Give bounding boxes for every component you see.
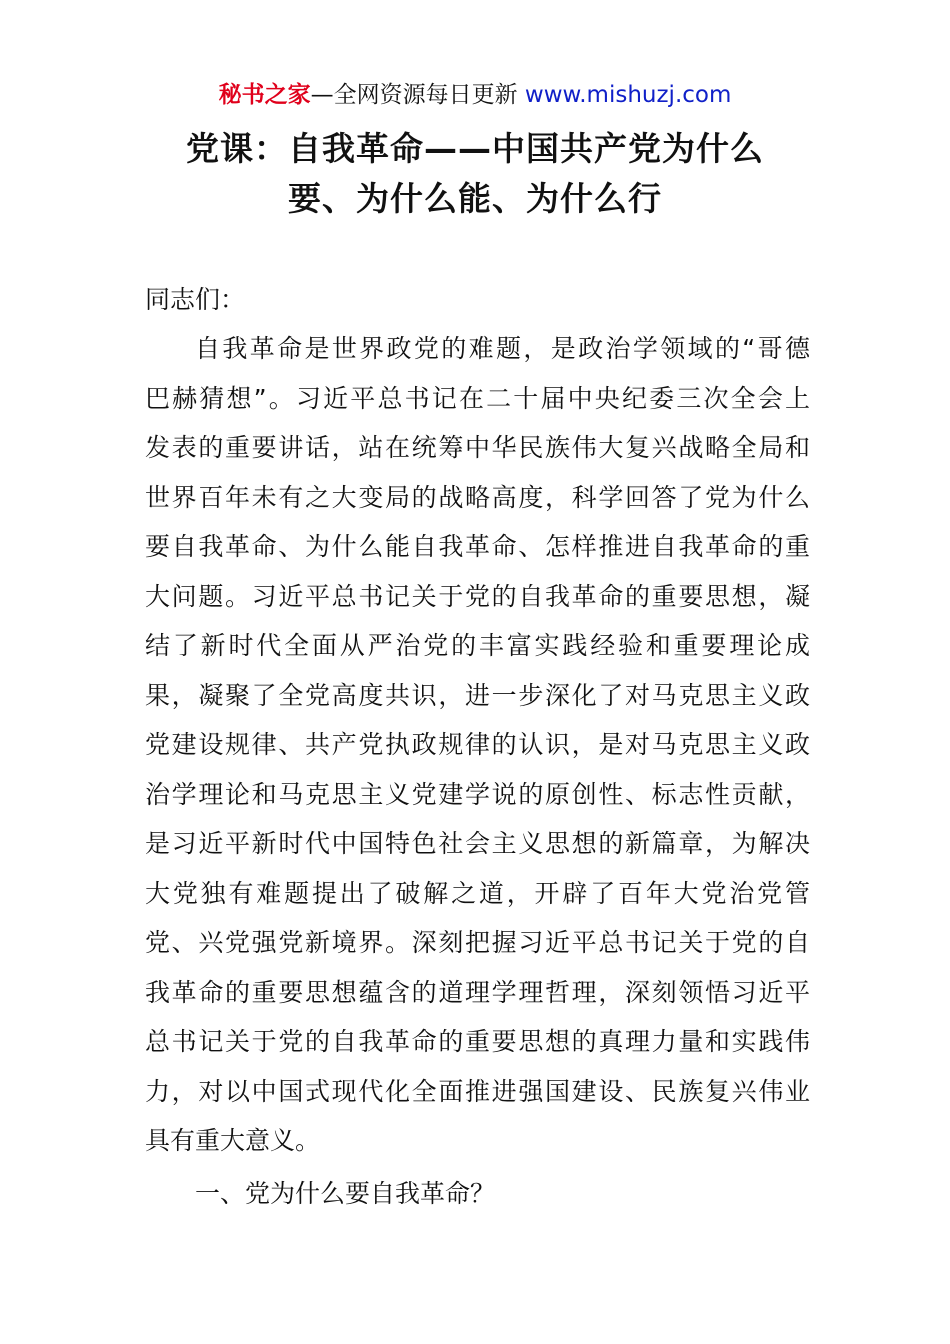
- paragraph-line: 巴赫猜想”。习近平总书记在二十届中央纪委三次全会上: [145, 383, 810, 413]
- paragraph-line: 力，对以中国式现代化全面推进强国建设、民族复兴伟业: [145, 1076, 810, 1106]
- paragraph-line: 大党独有难题提出了破解之道，开辟了百年大党治党管: [145, 878, 810, 908]
- paragraph-line: 要自我革命、为什么能自我革命、怎样推进自我革命的重: [145, 532, 810, 561]
- paragraph-line: 总书记关于党的自我革命的重要思想的真理力量和实践伟: [145, 1027, 810, 1056]
- document-title: [0, 124, 950, 224]
- title-line-1: 党课：自我革命——中国共产党为什么: [186, 129, 764, 168]
- paragraph-line: 自我革命是世界政党的难题，是政治学领域的“哥德: [195, 334, 810, 363]
- paragraph-line: 我革命的重要思想蕴含的道理学理哲理，深刻领悟习近平: [145, 977, 810, 1007]
- site-url[interactable]: www.mishuzj.com: [524, 82, 732, 108]
- brand-name: 秘书之家: [218, 82, 311, 108]
- title-line-2: 要、为什么能、为什么行: [288, 179, 662, 218]
- header-tagline: —全网资源每日更新: [310, 82, 518, 108]
- paragraph-line: 党建设规律、共产党执政规律的认识，是对马克思主义政: [145, 730, 810, 759]
- paragraph-line: 大问题。习近平总书记关于党的自我革命的重要思想，凝: [145, 581, 810, 611]
- paragraph-line: 党、兴党强党新境界。深刻把握习近平总书记关于党的自: [145, 928, 810, 957]
- paragraph-line: 具有重大意义。: [145, 1126, 321, 1155]
- salutation: 同志们：: [145, 285, 246, 314]
- paragraph-line: 结了新时代全面从严治党的丰富实践经验和重要理论成: [145, 631, 810, 660]
- paragraph-line: 治学理论和马克思主义党建学说的原创性、标志性贡献，: [145, 779, 810, 809]
- site-header: [0, 78, 950, 112]
- paragraph-line: 世界百年未有之大变局的战略高度，科学回答了党为什么: [145, 482, 810, 512]
- paragraph-line: 发表的重要讲话，站在统筹中华民族伟大复兴战略全局和: [145, 433, 810, 462]
- section-heading: 一、党为什么要自我革命？: [195, 1179, 496, 1208]
- paragraph-line: 果，凝聚了全党高度共识，进一步深化了对马克思主义政: [145, 680, 810, 710]
- paragraph-line: 是习近平新时代中国特色社会主义思想的新篇章，为解决: [145, 829, 810, 858]
- body-paragraph: [145, 324, 810, 1166]
